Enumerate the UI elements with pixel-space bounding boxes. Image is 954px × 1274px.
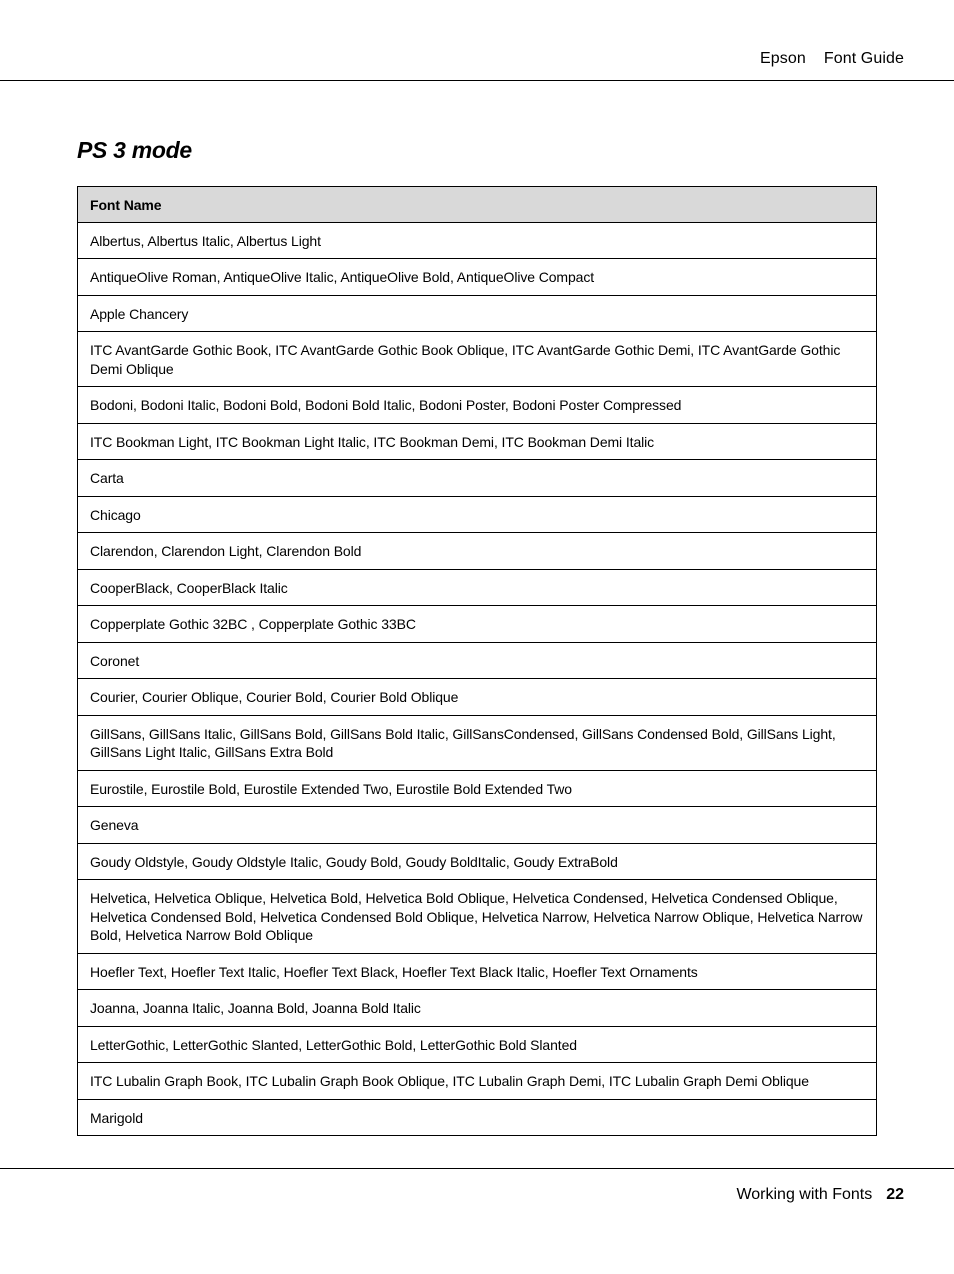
page-number: 22: [886, 1186, 904, 1203]
table-row: [78, 332, 877, 387]
table-header-row: [78, 187, 877, 223]
font-name-cell: Apple Chancery: [78, 295, 877, 332]
table-row: [78, 387, 877, 424]
font-name-cell: LetterGothic, LetterGothic Slanted, LetterGothic Bold, LetterGothic Bold Slanted: [78, 1026, 877, 1063]
font-name-cell: Eurostile, Eurostile Bold, Eurostile Extended Two, Eurostile Bold Extended Two: [78, 770, 877, 807]
header-divider: [0, 80, 954, 81]
table-row: [78, 1026, 877, 1063]
footer-divider: [0, 1168, 954, 1169]
font-name-cell: Chicago: [78, 496, 877, 533]
font-name-cell: CooperBlack, CooperBlack Italic: [78, 569, 877, 606]
table-row: [78, 642, 877, 679]
table-row: [78, 990, 877, 1027]
running-footer: [736, 1186, 904, 1204]
table-row: [78, 953, 877, 990]
font-name-cell: Albertus, Albertus Italic, Albertus Light: [78, 222, 877, 259]
font-name-cell: Geneva: [78, 807, 877, 844]
table-row: [78, 460, 877, 497]
font-name-cell: Coronet: [78, 642, 877, 679]
table-row: [78, 715, 877, 770]
font-name-cell: Marigold: [78, 1099, 877, 1136]
table-row: [78, 606, 877, 643]
font-name-cell: Hoefler Text, Hoefler Text Italic, Hoefler Text Black, Hoefler Text Black Italic, Hoefler Text Ornaments: [78, 953, 877, 990]
table-row: [78, 295, 877, 332]
table-row: [78, 679, 877, 716]
table-row: [78, 1063, 877, 1100]
header-guide-title: Font Guide: [823, 50, 904, 67]
section-title: PS 3 mode: [77, 137, 192, 163]
table-row: [78, 222, 877, 259]
table-row: [78, 843, 877, 880]
font-name-cell: ITC AvantGarde Gothic Book, ITC AvantGarde Gothic Book Oblique, ITC AvantGarde Gothic Demi, ITC AvantGarde Gothic Demi Oblique: [78, 332, 877, 387]
footer-chapter: Working with Fonts: [736, 1186, 873, 1203]
running-header: [760, 50, 904, 68]
font-name-cell: ITC Bookman Light, ITC Bookman Light Italic, ITC Bookman Demi, ITC Bookman Demi Italic: [78, 423, 877, 460]
header-brand: Epson: [759, 50, 806, 67]
font-name-cell: Goudy Oldstyle, Goudy Oldstyle Italic, Goudy Bold, Goudy BoldItalic, Goudy ExtraBold: [78, 843, 877, 880]
font-name-cell: Copperplate Gothic 32BC , Copperplate Gothic 33BC: [78, 606, 877, 643]
font-name-cell: Joanna, Joanna Italic, Joanna Bold, Joanna Bold Italic: [78, 990, 877, 1027]
font-name-cell: Bodoni, Bodoni Italic, Bodoni Bold, Bodoni Bold Italic, Bodoni Poster, Bodoni Poster Compressed: [78, 387, 877, 424]
table-row: [78, 770, 877, 807]
font-name-cell: Carta: [78, 460, 877, 497]
font-name-cell: ITC Lubalin Graph Book, ITC Lubalin Graph Book Oblique, ITC Lubalin Graph Demi, ITC Lubalin Graph Demi Oblique: [78, 1063, 877, 1100]
table-row: [78, 259, 877, 296]
table-row: [78, 807, 877, 844]
table-row: [78, 496, 877, 533]
font-name-cell: AntiqueOlive Roman, AntiqueOlive Italic, AntiqueOlive Bold, AntiqueOlive Compact: [78, 259, 877, 296]
table-row: [78, 569, 877, 606]
font-name-cell: GillSans, GillSans Italic, GillSans Bold, GillSans Bold Italic, GillSansCondensed, GillSans Condensed Bold, GillSans Light, GillSans Light Italic, GillSans Extra Bold: [78, 715, 877, 770]
column-header-font-name: Font Name: [78, 187, 877, 223]
table-row: [78, 533, 877, 570]
table-row: [78, 880, 877, 954]
font-name-table: [77, 186, 877, 1136]
font-name-cell: Clarendon, Clarendon Light, Clarendon Bold: [78, 533, 877, 570]
table-row: [78, 1099, 877, 1136]
font-name-cell: Courier, Courier Oblique, Courier Bold, Courier Bold Oblique: [78, 679, 877, 716]
font-name-cell: Helvetica, Helvetica Oblique, Helvetica Bold, Helvetica Bold Oblique, Helvetica Condensed, Helvetica Condensed Oblique, Helvetica Condensed Bold, Helvetica Condensed Bold Oblique, Helvetica Narrow, Helvetica Narrow Oblique, Helvetica Narrow Bold, Helvetica Narrow Bold Oblique: [78, 880, 877, 954]
table-row: [78, 423, 877, 460]
